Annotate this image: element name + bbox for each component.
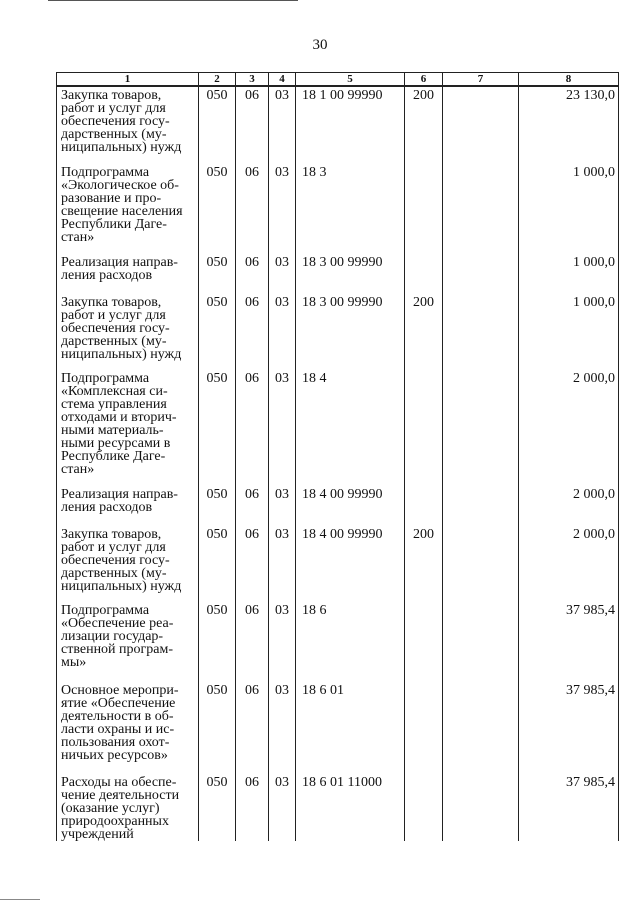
cell-admin-code: 050 [199, 774, 236, 841]
cell-expense-type [405, 774, 443, 841]
name-line: Закупка товаров, [61, 527, 162, 542]
cell-col-7 [443, 294, 519, 370]
cell-target-article: 18 3 00 99990 [296, 254, 405, 294]
name-line: Расходы на обеспе- [61, 775, 177, 790]
cell-admin-code: 050 [199, 370, 236, 486]
name-line: Подпрограмма [61, 603, 150, 618]
name-line: ласти охраны и ис- [61, 722, 175, 737]
col-header-4: 4 [269, 73, 296, 87]
cell-amount: 2 000,0 [519, 486, 619, 526]
cell-section: 06 [236, 682, 269, 774]
name-line: лизации государ- [61, 629, 164, 644]
name-line: обеспечения госу- [61, 114, 170, 129]
cell-section: 06 [236, 602, 269, 682]
name-line: ничьих ресурсов» [61, 748, 168, 763]
cell-subsection: 03 [269, 164, 296, 254]
cell-name [57, 602, 199, 682]
name-line: дарственных (му- [61, 334, 167, 349]
name-line: стан» [61, 230, 95, 245]
cell-target-article: 18 4 00 99990 [296, 526, 405, 602]
name-line: природоохранных [61, 814, 169, 829]
cell-expense-type: 200 [405, 294, 443, 370]
cell-section: 06 [236, 86, 269, 164]
col-header-7: 7 [443, 73, 519, 87]
name-line: обеспечения госу- [61, 553, 170, 568]
cell-section: 06 [236, 254, 269, 294]
cell-target-article: 18 4 [296, 370, 405, 486]
page-number: 30 [312, 37, 328, 53]
table-row [57, 254, 619, 294]
cell-subsection: 03 [269, 486, 296, 526]
cell-section: 06 [236, 164, 269, 254]
table-row [57, 164, 619, 254]
name-line: ниципальных) нужд [61, 347, 182, 362]
cell-subsection: 03 [269, 294, 296, 370]
name-line: работ и услуг для [61, 101, 166, 116]
col-header-3: 3 [236, 73, 269, 87]
name-line: «Комплексная си- [61, 384, 168, 399]
cell-col-7 [443, 254, 519, 294]
col-header-8: 8 [519, 73, 619, 87]
name-line: работ и услуг для [61, 308, 166, 323]
cell-amount: 23 130,0 [519, 86, 619, 164]
cell-admin-code: 050 [199, 294, 236, 370]
name-line: ниципальных) нужд [61, 579, 182, 594]
cell-amount: 37 985,4 [519, 602, 619, 682]
name-line: дарственных (му- [61, 127, 167, 142]
cell-name [57, 86, 199, 164]
name-line: Подпрограмма [61, 165, 150, 180]
name-line: обеспечения госу- [61, 321, 170, 336]
name-line: ниципальных) нужд [61, 140, 182, 155]
cell-name [57, 254, 199, 294]
cell-subsection: 03 [269, 682, 296, 774]
cell-col-7 [443, 86, 519, 164]
cell-col-7 [443, 682, 519, 774]
cell-subsection: 03 [269, 526, 296, 602]
cell-col-7 [443, 774, 519, 841]
name-line: ными ресурсами в [61, 436, 171, 451]
cell-target-article: 18 3 00 99990 [296, 294, 405, 370]
cell-admin-code: 050 [199, 526, 236, 602]
cell-subsection: 03 [269, 254, 296, 294]
name-line: Реализация направ- [61, 255, 178, 270]
cell-amount: 37 985,4 [519, 774, 619, 841]
cell-col-7 [443, 370, 519, 486]
cell-subsection: 03 [269, 602, 296, 682]
cell-name [57, 294, 199, 370]
col-header-6: 6 [405, 73, 443, 87]
name-line: мы» [61, 655, 87, 670]
table-row [57, 526, 619, 602]
name-line: дарственных (му- [61, 566, 167, 581]
table-row [57, 682, 619, 774]
cell-amount: 37 985,4 [519, 682, 619, 774]
cell-subsection: 03 [269, 86, 296, 164]
name-line: чение деятельности [61, 788, 180, 803]
cell-expense-type: 200 [405, 526, 443, 602]
table-row [57, 86, 619, 164]
cell-amount: 2 000,0 [519, 526, 619, 602]
cell-expense-type [405, 254, 443, 294]
name-line: стема управления [61, 397, 167, 412]
name-line: ления расходов [61, 268, 153, 283]
cell-amount: 1 000,0 [519, 254, 619, 294]
name-line: ления расходов [61, 500, 153, 515]
name-line: стан» [61, 462, 95, 477]
name-line: Закупка товаров, [61, 88, 162, 103]
cell-target-article: 18 1 00 99990 [296, 86, 405, 164]
cell-admin-code: 050 [199, 602, 236, 682]
name-line: ственной програм- [61, 642, 174, 657]
cell-admin-code: 050 [199, 682, 236, 774]
cell-target-article: 18 6 [296, 602, 405, 682]
cell-name [57, 526, 199, 602]
cell-amount: 1 000,0 [519, 164, 619, 254]
cell-name [57, 370, 199, 486]
cell-subsection: 03 [269, 370, 296, 486]
cell-name [57, 486, 199, 526]
name-line: Республике Даге- [61, 449, 166, 464]
name-line: (оказание услуг) [61, 801, 160, 816]
name-line: «Экологическое об- [61, 178, 179, 193]
cell-expense-type: 200 [405, 86, 443, 164]
table-row [57, 294, 619, 370]
cell-target-article: 18 6 01 11000 [296, 774, 405, 841]
budget-table [56, 72, 619, 841]
cell-admin-code: 050 [199, 86, 236, 164]
col-header-1: 1 [57, 73, 199, 87]
name-line: свещение населения [61, 204, 183, 219]
table-row [57, 486, 619, 526]
name-line: ятие «Обеспечение [61, 696, 176, 711]
cell-subsection: 03 [269, 774, 296, 841]
cell-section: 06 [236, 294, 269, 370]
name-line: отходами и вторич- [61, 410, 177, 425]
cell-name [57, 164, 199, 254]
cell-target-article: 18 3 [296, 164, 405, 254]
cell-col-7 [443, 164, 519, 254]
cell-section: 06 [236, 774, 269, 841]
cell-expense-type [405, 682, 443, 774]
cell-name [57, 774, 199, 841]
table-row [57, 370, 619, 486]
name-line: работ и услуг для [61, 540, 166, 555]
name-line: Реализация направ- [61, 487, 178, 502]
table-row [57, 602, 619, 682]
name-line: Республики Даге- [61, 217, 167, 232]
col-header-2: 2 [199, 73, 236, 87]
cell-section: 06 [236, 370, 269, 486]
name-line: «Обеспечение реа- [61, 616, 174, 631]
cell-col-7 [443, 526, 519, 602]
cell-expense-type [405, 602, 443, 682]
name-line: пользования охот- [61, 735, 170, 750]
name-line: ными материаль- [61, 423, 164, 438]
cell-admin-code: 050 [199, 254, 236, 294]
name-line: Подпрограмма [61, 371, 150, 386]
top-rule [48, 0, 298, 1]
cell-col-7 [443, 486, 519, 526]
bottom-rule [0, 899, 40, 900]
cell-expense-type [405, 370, 443, 486]
name-line: Закупка товаров, [61, 295, 162, 310]
cell-expense-type [405, 486, 443, 526]
name-line: разование и про- [61, 191, 162, 206]
cell-col-7 [443, 602, 519, 682]
cell-target-article: 18 6 01 [296, 682, 405, 774]
cell-admin-code: 050 [199, 486, 236, 526]
cell-amount: 1 000,0 [519, 294, 619, 370]
table-body [57, 86, 619, 841]
cell-amount: 2 000,0 [519, 370, 619, 486]
name-line: учреждений [61, 827, 134, 841]
cell-admin-code: 050 [199, 164, 236, 254]
cell-expense-type [405, 164, 443, 254]
table-row [57, 774, 619, 841]
cell-name [57, 682, 199, 774]
cell-section: 06 [236, 486, 269, 526]
name-line: деятельности в об- [61, 709, 174, 724]
cell-section: 06 [236, 526, 269, 602]
name-line: Основное меропри- [61, 683, 179, 698]
header-row [57, 73, 619, 87]
col-header-5: 5 [296, 73, 405, 87]
cell-target-article: 18 4 00 99990 [296, 486, 405, 526]
